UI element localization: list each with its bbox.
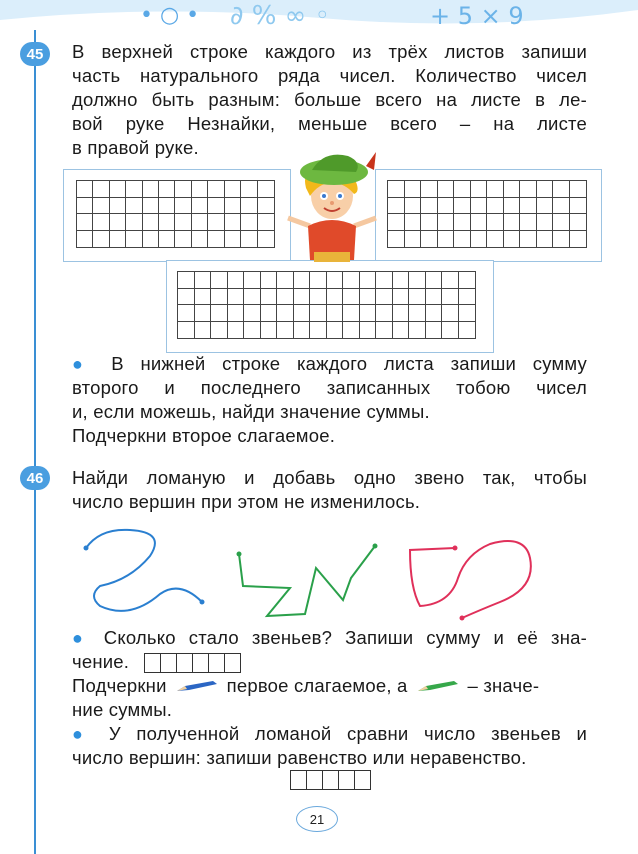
grid-cell[interactable] [360, 272, 377, 289]
grid-cell[interactable] [77, 231, 93, 248]
grid-cell[interactable] [192, 231, 208, 248]
grid-cell[interactable] [93, 198, 109, 215]
grid-cell[interactable] [459, 322, 476, 339]
grid-cell[interactable] [471, 181, 488, 198]
grid-cell[interactable] [261, 289, 278, 306]
grid-cell[interactable] [471, 198, 488, 215]
grid-cell[interactable] [409, 289, 426, 306]
grid-cell[interactable] [454, 231, 471, 248]
right-sheet-grid[interactable] [387, 180, 587, 248]
grid-cell[interactable] [426, 289, 443, 306]
grid-cell[interactable] [570, 198, 587, 215]
grid-cell[interactable] [241, 198, 257, 215]
text-line: Подчеркни второе слагаемое. [72, 425, 336, 446]
grid-cell[interactable] [208, 214, 224, 231]
grid-cell[interactable] [178, 272, 195, 289]
grid-cell[interactable] [110, 181, 126, 198]
grid-cell[interactable] [77, 214, 93, 231]
grid-cell[interactable] [126, 231, 142, 248]
right-sheet [375, 169, 602, 262]
grid-cell[interactable] [195, 322, 212, 339]
grid-cell[interactable] [77, 198, 93, 215]
grid-cell[interactable] [258, 198, 274, 215]
grid-cell[interactable] [570, 181, 587, 198]
grid-cell[interactable] [110, 231, 126, 248]
page-number: 21 [296, 806, 338, 832]
figures [70, 518, 600, 624]
grid-cell[interactable] [258, 214, 274, 231]
grid-cell[interactable] [409, 272, 426, 289]
grid-cell[interactable] [520, 231, 537, 248]
grid-cell[interactable] [471, 231, 488, 248]
grid-cell[interactable] [421, 198, 438, 215]
svg-text:∂ % ∞ ◦: ∂ % ∞ ◦ [230, 1, 330, 31]
grid-cell[interactable] [570, 214, 587, 231]
grid-cell[interactable] [393, 272, 410, 289]
task-46-text [72, 466, 587, 514]
grid-cell[interactable] [442, 322, 459, 339]
grid-cell[interactable] [228, 289, 245, 306]
grid-cell[interactable] [343, 322, 360, 339]
svg-text:+ 5 × 9: + 5 × 9 [430, 2, 524, 30]
text-line: Подчеркни [72, 675, 167, 696]
grid-cell[interactable] [327, 272, 344, 289]
grid-cell[interactable] [537, 181, 554, 198]
grid-cell[interactable] [487, 214, 504, 231]
grid-cell[interactable] [195, 305, 212, 322]
grid-cell[interactable] [159, 181, 175, 198]
grid-cell[interactable] [228, 305, 245, 322]
comparison-boxes-wrapper [290, 770, 371, 790]
grid-cell[interactable] [110, 198, 126, 215]
grid-cell[interactable] [143, 214, 159, 231]
grid-cell[interactable] [244, 289, 261, 306]
grid-cell[interactable] [504, 231, 521, 248]
grid-cell[interactable] [126, 181, 142, 198]
grid-cell[interactable] [175, 198, 191, 215]
grid-cell[interactable] [405, 198, 422, 215]
grid-cell[interactable] [438, 214, 455, 231]
grid-cell[interactable] [537, 214, 554, 231]
grid-cell[interactable] [553, 231, 570, 248]
grid-cell[interactable] [294, 289, 311, 306]
grid-cell[interactable] [360, 322, 377, 339]
text-line: первое слагаемое, а [226, 675, 408, 696]
bullet-icon: ● [72, 724, 94, 744]
grid-cell[interactable] [143, 198, 159, 215]
grid-cell[interactable] [442, 289, 459, 306]
task-45-bullet-text [72, 352, 587, 448]
grid-cell[interactable] [244, 272, 261, 289]
task-46-question-2 [72, 722, 587, 770]
bottom-sheet-grid[interactable] [177, 271, 476, 339]
green-pencil-icon [416, 679, 460, 693]
grid-cell[interactable] [393, 322, 410, 339]
grid-cell[interactable] [553, 214, 570, 231]
grid-cell[interactable] [376, 289, 393, 306]
grid-cell[interactable] [327, 322, 344, 339]
text-line: число вершин при этом не изменилось. [72, 491, 421, 512]
grid-cell[interactable] [553, 198, 570, 215]
grid-cell[interactable] [178, 322, 195, 339]
grid-cell[interactable] [175, 231, 191, 248]
grid-cell[interactable] [376, 322, 393, 339]
grid-cell[interactable] [159, 214, 175, 231]
text-line: В верхней строке каждого из трёх листов запиши [72, 41, 587, 62]
grid-cell[interactable] [438, 181, 455, 198]
grid-cell[interactable] [487, 231, 504, 248]
grid-cell[interactable] [553, 181, 570, 198]
grid-cell[interactable] [159, 231, 175, 248]
grid-cell[interactable] [343, 272, 360, 289]
grid-cell[interactable] [310, 305, 327, 322]
grid-cell[interactable] [277, 305, 294, 322]
grid-cell[interactable] [310, 289, 327, 306]
left-sheet [63, 169, 291, 262]
grid-cell[interactable] [504, 181, 521, 198]
grid-cell[interactable] [504, 214, 521, 231]
grid-cell[interactable] [343, 305, 360, 322]
grid-cell[interactable] [208, 198, 224, 215]
grid-cell[interactable] [393, 289, 410, 306]
grid-cell[interactable] [459, 305, 476, 322]
grid-cell[interactable] [570, 231, 587, 248]
grid-cell[interactable] [409, 305, 426, 322]
text-line: в правой руке. [72, 137, 199, 158]
text-line: число вершин: запиши равенство или неравенство. [72, 747, 527, 768]
grid-cell[interactable] [421, 214, 438, 231]
grid-cell[interactable] [225, 214, 241, 231]
grid-cell[interactable] [421, 181, 438, 198]
blue-curve[interactable] [86, 530, 202, 611]
grid-cell[interactable] [310, 272, 327, 289]
grid-cell[interactable] [537, 231, 554, 248]
bullet-icon: ● [72, 628, 91, 648]
grid-cell[interactable] [277, 272, 294, 289]
grid-cell[interactable] [77, 181, 93, 198]
grid-cell[interactable] [195, 272, 212, 289]
header-decoration [0, 0, 638, 32]
task-number-46: 46 [20, 466, 50, 490]
grid-cell[interactable] [376, 272, 393, 289]
grid-cell[interactable] [459, 272, 476, 289]
grid-cell[interactable] [426, 305, 443, 322]
text-line: часть натурального ряда чисел. Количество чисел [72, 65, 587, 86]
left-sheet-grid[interactable] [76, 180, 275, 248]
grid-cell[interactable] [459, 289, 476, 306]
grid-cell[interactable] [277, 289, 294, 306]
grid-cell[interactable] [192, 181, 208, 198]
text-line: У полученной ломаной сравни число звеньев и [108, 723, 587, 744]
task-45-text [72, 40, 587, 160]
grid-cell[interactable] [388, 231, 405, 248]
grid-cell[interactable] [261, 305, 278, 322]
grid-cell[interactable] [504, 198, 521, 215]
grid-cell[interactable] [211, 322, 228, 339]
grid-cell[interactable] [388, 198, 405, 215]
grid-cell[interactable] [126, 214, 142, 231]
text-line: – значе- [467, 675, 540, 696]
grid-cell[interactable] [228, 322, 245, 339]
grid-cell[interactable] [442, 305, 459, 322]
task-46-question-1 [72, 626, 587, 722]
grid-cell[interactable] [110, 214, 126, 231]
grid-cell[interactable] [360, 289, 377, 306]
grid-cell[interactable] [143, 181, 159, 198]
grid-cell[interactable] [294, 305, 311, 322]
grid-cell[interactable] [471, 214, 488, 231]
grid-cell[interactable] [277, 322, 294, 339]
text-line: чение. [72, 651, 130, 672]
boy-character-image [284, 148, 380, 266]
grid-cell[interactable] [405, 214, 422, 231]
grid-cell[interactable] [294, 322, 311, 339]
grid-cell[interactable] [175, 214, 191, 231]
blue-pencil-icon [175, 679, 219, 693]
grid-cell[interactable] [228, 272, 245, 289]
grid-cell[interactable] [211, 272, 228, 289]
grid-cell[interactable] [426, 322, 443, 339]
grid-cell[interactable] [192, 198, 208, 215]
grid-cell[interactable] [261, 322, 278, 339]
text-line: вой руке Незнайки, меньше всего – на листе [72, 113, 587, 134]
grid-cell[interactable] [487, 198, 504, 215]
grid-cell[interactable] [393, 305, 410, 322]
grid-cell[interactable] [241, 231, 257, 248]
margin-line [34, 30, 36, 854]
grid-cell[interactable] [294, 272, 311, 289]
text-line: второго и последнего записанных тобою чисел [72, 377, 587, 398]
comparison-boxes[interactable] [290, 770, 371, 790]
text-line: Найди ломаную и добавь одно звено так, чтобы [72, 467, 587, 488]
grid-cell[interactable] [442, 272, 459, 289]
text-line: должно быть разным: больше всего на листе в ле- [72, 89, 587, 110]
grid-cell[interactable] [343, 289, 360, 306]
grid-cell[interactable] [126, 198, 142, 215]
grid-cell[interactable] [258, 181, 274, 198]
grid-cell[interactable] [487, 181, 504, 198]
grid-cell[interactable] [225, 198, 241, 215]
red-curve[interactable] [410, 541, 531, 618]
bottom-sheet [166, 260, 494, 353]
svg-text:• ○ •: • ○ • [140, 3, 200, 28]
grid-cell[interactable] [208, 231, 224, 248]
grid-cell[interactable] [211, 305, 228, 322]
grid-cell[interactable] [178, 305, 195, 322]
grid-cell[interactable] [376, 305, 393, 322]
grid-cell[interactable] [520, 181, 537, 198]
grid-cell[interactable] [426, 272, 443, 289]
grid-cell[interactable] [211, 289, 228, 306]
grid-cell[interactable] [520, 214, 537, 231]
text-line: Сколько стало звеньев? Запиши сумму и её зна- [103, 627, 587, 648]
grid-cell[interactable] [327, 305, 344, 322]
grid-cell[interactable] [192, 214, 208, 231]
grid-cell[interactable] [405, 181, 422, 198]
grid-cell[interactable] [143, 231, 159, 248]
grid-cell[interactable] [244, 305, 261, 322]
grid-cell[interactable] [225, 181, 241, 198]
grid-cell[interactable] [388, 214, 405, 231]
grid-cell[interactable] [93, 231, 109, 248]
grid-cell[interactable] [520, 198, 537, 215]
task-number-45: 45 [20, 42, 50, 66]
text-line: В нижней строке каждого листа запиши сумму [111, 353, 587, 374]
grid-cell[interactable] [360, 305, 377, 322]
grid-cell[interactable] [241, 214, 257, 231]
grid-cell[interactable] [93, 181, 109, 198]
green-polyline[interactable] [239, 546, 375, 616]
grid-cell[interactable] [537, 198, 554, 215]
grid-cell[interactable] [225, 231, 241, 248]
grid-cell[interactable] [258, 231, 274, 248]
grid-cell[interactable] [327, 289, 344, 306]
grid-cell[interactable] [310, 322, 327, 339]
grid-cell[interactable] [409, 322, 426, 339]
grid-cell[interactable] [438, 231, 455, 248]
grid-cell[interactable] [421, 231, 438, 248]
grid-cell[interactable] [454, 181, 471, 198]
grid-cell[interactable] [175, 181, 191, 198]
grid-cell[interactable] [405, 231, 422, 248]
grid-cell[interactable] [208, 181, 224, 198]
grid-cell[interactable] [178, 289, 195, 306]
grid-cell[interactable] [244, 322, 261, 339]
grid-cell[interactable] [454, 198, 471, 215]
grid-cell[interactable] [438, 198, 455, 215]
answer-boxes[interactable] [144, 653, 241, 673]
bullet-icon: ● [72, 354, 95, 374]
grid-cell[interactable] [159, 198, 175, 215]
grid-cell[interactable] [388, 181, 405, 198]
grid-cell[interactable] [195, 289, 212, 306]
grid-cell[interactable] [93, 214, 109, 231]
grid-cell[interactable] [454, 214, 471, 231]
text-line: и, если можешь, найди значение суммы. [72, 401, 430, 422]
grid-cell[interactable] [241, 181, 257, 198]
grid-cell[interactable] [261, 272, 278, 289]
text-line: ние суммы. [72, 699, 173, 720]
